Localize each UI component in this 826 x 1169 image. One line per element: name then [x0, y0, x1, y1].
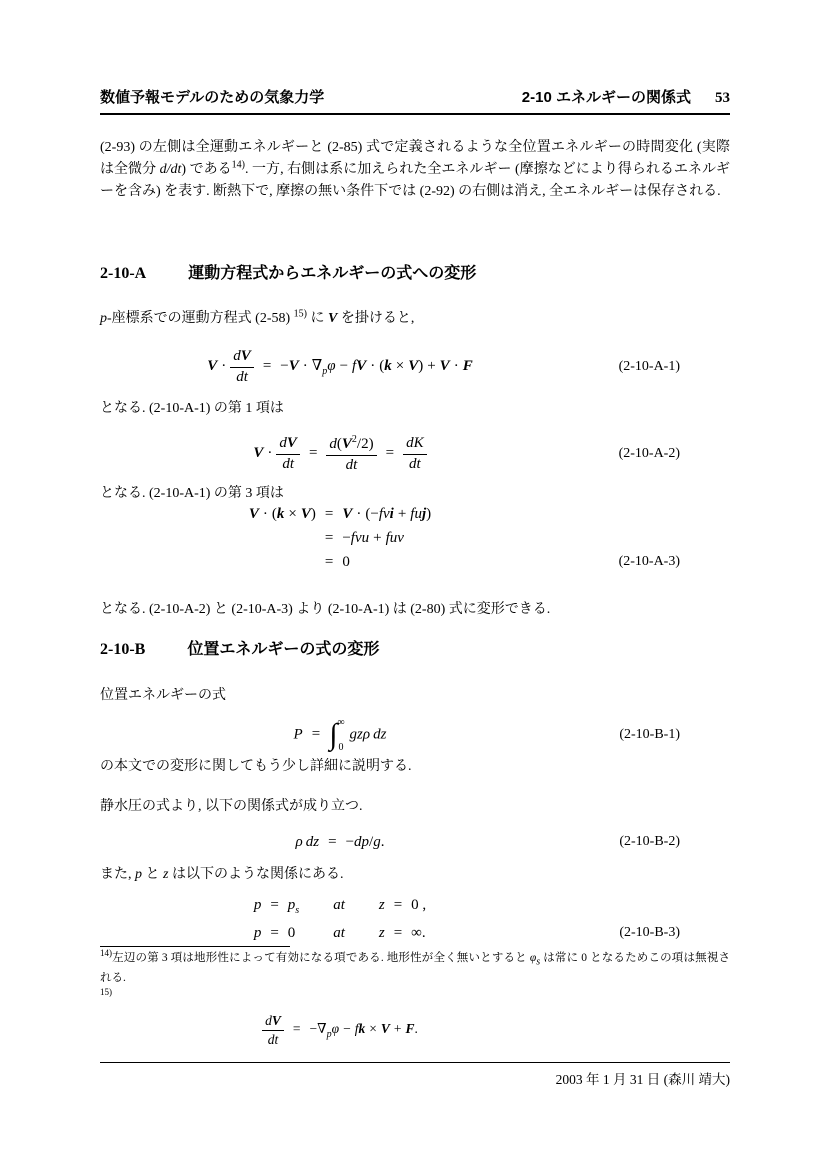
equation-body: P = ∫ ∞ 0 gzρ dz — [293, 717, 387, 753]
equation-label: (2-10-A-1) — [618, 359, 680, 374]
page-footer — [100, 1068, 730, 1088]
cross-operator: × — [395, 358, 405, 375]
equation-body: V · $\frac{dV}{dt}$ = $-V \cdot \nabla_p\varphi$ − fV · (k × V) + V · F — [207, 348, 473, 385]
text-p-z-relation: また, p と z は以下のような関係にある. — [100, 867, 344, 882]
footnote-14: $^{14)}$左辺の第 3 項は地形性によって有効になる項である. 地形性が全く無いとすると $\varphi_s$ は常に 0 となるためこの項は無視される. — [100, 948, 730, 985]
footnote-marker-14: 14) — [100, 948, 112, 959]
text-run: . 一方, 右側は系に加えられた全エネルギー (摩擦などにより得られるエネルギーを含み) を表す. 断熱下で, 摩擦の無い条件下では (2-92) の右側は消え, 全エネルギーは保存される. — [100, 162, 731, 199]
fraction-dK-dt: $\frac{dK}{dt}$ — [403, 435, 427, 473]
equation-2-10-B-3 — [100, 897, 730, 942]
section-title: 運動方程式からエネルギーの式への変形 — [188, 265, 477, 282]
section-number: 2-10-A — [100, 265, 147, 282]
equation-2-10-A-3 — [100, 506, 730, 571]
math-i: i — [389, 506, 394, 522]
footnote-15 — [100, 989, 730, 1005]
math-phi: φ — [327, 358, 336, 375]
book-title: 数値予報モデルのための気象力学 — [100, 89, 325, 106]
footer-rule — [100, 1062, 730, 1063]
equation-body: ρ dz = −dp/g. — [295, 833, 385, 850]
math-rho: ρ — [362, 726, 371, 743]
footer-date-author: 2003 年 1 月 31 日 (森川 靖大) — [555, 1072, 730, 1087]
intro-paragraph — [100, 137, 730, 203]
integral-limits — [337, 717, 344, 753]
equation-label: (2-10-B-2) — [619, 834, 680, 849]
footnote-area — [100, 946, 730, 1047]
equation-body: V · $\frac{dV}{dt}$ = $\frac{d(V^2/2)}{dt}$ = $\frac{dK}{dt}$ — [253, 434, 426, 474]
equation-label: (2-10-B-3) — [619, 925, 680, 940]
nabla: ∇ — [311, 358, 323, 375]
equation-2-10-A-2 — [100, 431, 730, 477]
inline-math-ddt: d/dt — [159, 162, 182, 177]
equation-label: (2-10-A-3) — [618, 554, 680, 569]
text-run: (2-93) の左側は全運動エネルギーと (2-85) 式で定義されるような全位置エネルギーの時間変化 (実際は全微分 — [100, 140, 730, 177]
chapter-heading — [522, 86, 730, 107]
fraction-dV-dt: $\frac{dV}{dt}$ — [262, 1013, 284, 1047]
equation-2-10-B-1 — [100, 713, 730, 757]
text-after-b1: の本文での変形に関してもう少し詳細に説明する. — [100, 759, 412, 774]
text-after-a3: となる. (2-10-A-2) と (2-10-A-3) より (2-10-A-1) は (2-80) 式に変形できる. — [100, 602, 551, 617]
upper-limit: ∞ — [337, 717, 345, 728]
section-title: 位置エネルギーの式の変形 — [187, 641, 380, 658]
footnote-rule — [100, 946, 290, 947]
text-run: に — [307, 311, 328, 326]
fraction-dV-dt: $\frac{dV}{dt}$ — [276, 435, 300, 473]
lower-limit: 0 — [338, 742, 344, 753]
math-at: at — [333, 897, 345, 913]
boundary-condition-rows: $p = p_s$ at z = 0 , p = 0 at z = ∞. — [253, 897, 427, 941]
footnote-ref-14: 14) — [231, 159, 246, 171]
section-heading-2-10-A — [100, 260, 730, 283]
section-a-intro-line — [100, 308, 730, 330]
text-after-a2: となる. (2-10-A-1) の第 3 項は — [100, 486, 284, 501]
math-V: V — [328, 311, 338, 326]
text-run: を掛けると, — [337, 311, 415, 326]
math-k: k — [384, 358, 392, 375]
dot-operator: · — [221, 358, 227, 375]
text-run: ) である — [181, 162, 232, 177]
text-after-a1: となる. (2-10-A-1) の第 1 項は — [100, 401, 284, 416]
section-number: 2-10-B — [100, 641, 146, 658]
chapter-title: 2-10 エネルギーの関係式 — [521, 89, 691, 106]
page-content — [100, 0, 730, 1169]
equation-label: (2-10-B-1) — [619, 727, 680, 742]
fraction-dV2-dt: $\frac{d(V^2/2)}{dt}$ — [326, 434, 376, 474]
fraction-dV-dt: $\frac{dV}{dt}$ — [230, 348, 254, 386]
math-j: j — [421, 506, 427, 522]
footnote-marker-15: 15) — [100, 987, 112, 998]
math-F: F — [462, 358, 473, 375]
math-P: P — [293, 726, 303, 743]
integral-sign: ∫ — [329, 718, 338, 751]
text-hydrostatic: 静水圧の式より, 以下の関係式が成り立つ. — [100, 799, 363, 814]
page-header — [100, 86, 730, 115]
section-heading-2-10-B — [100, 636, 730, 659]
section-b-intro-line: 位置エネルギーの式 — [100, 688, 226, 703]
math-p: p — [100, 311, 107, 326]
equation-2-10-A-1 — [100, 344, 730, 390]
text-run: -座標系での運動方程式 (2-58) — [107, 311, 294, 326]
equals-sign: = — [262, 358, 272, 375]
footnote-15-equation: $\frac{dV}{dt}$ = $-\nabla_p\varphi$ − fk × V + F. — [100, 1013, 730, 1047]
page-number: 53 — [715, 90, 730, 106]
aligned-equation-rows: V · (k × V) = V · (−fvi + fuj) = −fvu + fuv = 0 — [248, 506, 432, 570]
nabla: ∇ — [317, 1021, 327, 1037]
equation-label: (2-10-A-2) — [618, 446, 680, 461]
equation-2-10-B-2 — [100, 831, 730, 853]
math-V: V — [207, 358, 218, 375]
footnote-ref-15: 15) — [293, 308, 307, 320]
minus-sign: − — [280, 358, 289, 375]
